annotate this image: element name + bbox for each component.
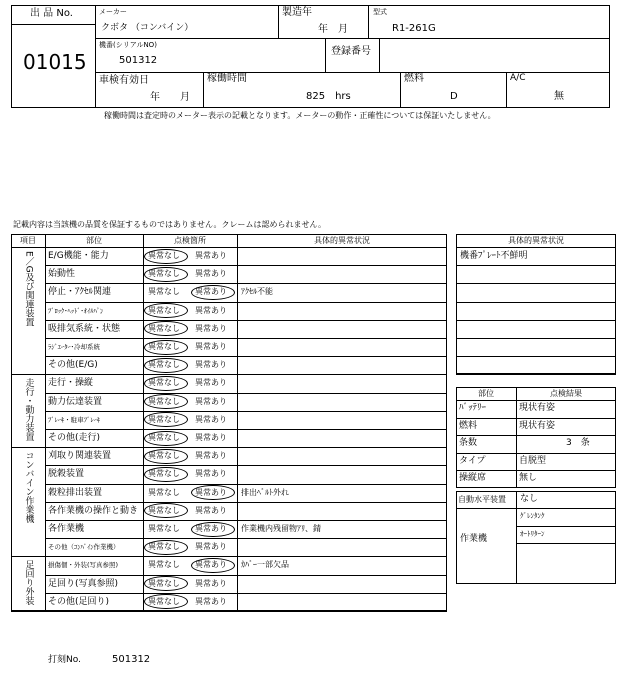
table-row — [45, 429, 447, 447]
table-row — [45, 465, 447, 483]
option-normal[interactable]: 異常なし — [148, 305, 180, 315]
option-normal[interactable]: 異常なし — [148, 396, 180, 406]
inspection-label: 車検有効日 — [99, 75, 149, 86]
option-abnormal[interactable]: 異常あり — [195, 414, 227, 424]
table-row — [45, 393, 447, 411]
year-suffix: 年 月 — [318, 24, 348, 35]
result-label: ﾊﾞｯﾃﾘｰ — [459, 403, 487, 413]
table-row — [45, 356, 447, 374]
result-label: 燃料 — [459, 420, 478, 431]
maker-value: クボタ （コンバイン） — [101, 23, 194, 33]
table-row — [45, 374, 447, 392]
hours-label: 稼働時間 — [207, 73, 247, 84]
option-abnormal[interactable]: 異常あり — [195, 578, 227, 588]
header-check: 点検箇所 — [174, 236, 206, 245]
part-label: その他（ｺﾝﾊﾞｲﾝ作業機） — [48, 543, 120, 552]
ac-label: A/C — [510, 73, 526, 83]
option-abnormal[interactable]: 異常あり — [195, 360, 227, 370]
option-abnormal[interactable]: 異常あり — [195, 287, 227, 297]
stamp-label: 打刻No. — [48, 655, 81, 665]
option-abnormal[interactable]: 異常あり — [195, 542, 227, 552]
work-item: ｵｰﾄﾘﾀｰﾝ — [520, 529, 545, 538]
result-label: タイプ — [459, 455, 486, 466]
option-abnormal[interactable]: 異常あり — [195, 269, 227, 279]
group-label: コンバイン作業機 — [23, 451, 34, 524]
part-label: 吸排気系統・状態 — [48, 323, 121, 334]
part-label: 走行・操縦 — [48, 378, 94, 389]
detail-text: 排出ﾍﾞﾙﾄ外れ — [241, 487, 289, 497]
selection-circle — [191, 285, 235, 300]
option-normal[interactable]: 異常なし — [148, 287, 180, 297]
table-row — [45, 265, 447, 283]
option-abnormal[interactable]: 異常あり — [195, 305, 227, 315]
part-label: その他(走行) — [48, 433, 101, 443]
stamp-value: 501312 — [112, 654, 151, 665]
work-label: 作業機 — [460, 534, 488, 544]
result-value: 無し — [519, 473, 538, 484]
header-detail: 具体的異常状況 — [314, 236, 370, 245]
header-item: 項目 — [20, 236, 36, 245]
selection-circle — [144, 249, 188, 264]
result-value: 3 条 — [566, 438, 590, 449]
hours-value: 825 hrs — [306, 91, 351, 102]
serial-value: 501312 — [119, 55, 158, 66]
selection-circle — [144, 540, 188, 555]
option-normal[interactable]: 異常なし — [148, 596, 180, 606]
lot-number: 01015 — [23, 50, 87, 74]
serial-label: 機番(シリアルNO) — [99, 41, 157, 49]
option-abnormal[interactable]: 異常あり — [195, 505, 227, 515]
part-label: ﾌﾞﾛｯｸ･ﾍｯﾄﾞ･ｵｲﾙﾊﾟﾝ — [48, 306, 104, 315]
option-normal[interactable]: 異常なし — [148, 323, 180, 333]
disclaimer: 記載内容は当該機の品質を保証するものではありません。クレームは認められません。 — [13, 220, 326, 229]
result-value: 現状有姿 — [519, 403, 556, 413]
part-label: ﾌﾞﾚｰｷ・駐車ﾌﾞﾚｰｷ — [48, 415, 100, 424]
reg-label: 登録番号 — [331, 46, 371, 57]
fuel-value: D — [450, 91, 458, 102]
auto-level-label: 自動水平装置 — [458, 495, 506, 504]
model-value: R1-261G — [392, 23, 436, 34]
header-part: 部位 — [86, 236, 102, 245]
auto-level-value: なし — [520, 494, 539, 504]
option-normal[interactable]: 異常なし — [148, 560, 180, 570]
option-normal[interactable]: 異常なし — [148, 360, 180, 370]
part-label: 足回り(写真参照) — [48, 578, 119, 589]
table-row — [45, 302, 447, 320]
option-abnormal[interactable]: 異常あり — [195, 596, 227, 606]
maker-label: メーカー — [99, 8, 127, 16]
part-label: E/G機能・能力 — [48, 251, 109, 261]
part-label: 動力伝達装置 — [48, 396, 103, 407]
selection-circle — [144, 358, 188, 373]
lot-label: 出 品 No. — [30, 8, 73, 19]
group-label: 足回り外装 — [23, 560, 34, 606]
fuel-label: 燃料 — [404, 73, 424, 84]
part-label: 穀粒排出装置 — [48, 487, 103, 498]
option-normal[interactable]: 異常なし — [148, 414, 180, 424]
part-label: 各作業機の操作と動き — [48, 505, 139, 516]
part-label: 始動性 — [48, 269, 76, 280]
work-item: ｸﾞﾚﾝﾀﾝｸ — [520, 512, 545, 520]
option-abnormal[interactable]: 異常あり — [195, 396, 227, 406]
option-normal[interactable]: 異常なし — [148, 524, 180, 533]
option-normal[interactable]: 異常なし — [148, 469, 180, 479]
option-normal[interactable]: 異常なし — [148, 378, 180, 388]
inspection-suffix: 年 月 — [150, 92, 190, 103]
option-abnormal[interactable]: 異常あり — [195, 451, 227, 461]
option-normal[interactable]: 異常なし — [148, 251, 180, 260]
part-label: 刈取り関連装置 — [48, 451, 112, 462]
option-normal[interactable]: 異常なし — [148, 505, 180, 515]
option-normal[interactable]: 異常なし — [148, 433, 180, 442]
selection-circle — [144, 376, 188, 391]
part-label: その他(E/G) — [48, 360, 98, 371]
option-abnormal[interactable]: 異常あり — [195, 323, 227, 333]
option-normal[interactable]: 異常なし — [148, 342, 180, 351]
group-label: 走行・動力装置 — [23, 378, 34, 442]
selection-circle — [144, 449, 188, 464]
selection-circle — [191, 522, 235, 537]
option-normal[interactable]: 異常なし — [148, 451, 180, 461]
option-abnormal[interactable]: 異常あり — [195, 560, 227, 570]
ac-value: 無 — [554, 91, 564, 102]
option-abnormal[interactable]: 異常あり — [195, 251, 227, 260]
selection-circle — [144, 267, 188, 282]
result-value: 自脱型 — [519, 455, 547, 466]
group-label: E／G及び関連装置 — [23, 251, 34, 327]
option-abnormal[interactable]: 異常あり — [195, 378, 227, 388]
selection-circle — [144, 467, 188, 482]
result-label: 操縦席 — [459, 473, 487, 484]
year-label: 製造年 — [282, 7, 312, 18]
option-normal[interactable]: 異常なし — [148, 542, 180, 552]
model-label: 型式 — [373, 8, 387, 16]
hours-note: 稼働時間は査定時のメーター表示の記載となります。メーターの動作・正確性については保証いたしません。 — [104, 111, 496, 120]
detail-text: ｶﾊﾞｰ一部欠品 — [241, 560, 289, 570]
option-normal[interactable]: 異常なし — [148, 269, 180, 279]
part-label: 損傷個・外装(写真参照) — [48, 561, 119, 570]
part-label: 脱穀装置 — [48, 469, 85, 480]
result-label: 条数 — [459, 438, 478, 449]
option-abnormal[interactable]: 異常あり — [195, 342, 227, 351]
result-header-result: 点検結果 — [550, 389, 582, 398]
part-label: ﾗｼﾞｴｰﾀｰ･冷却系統 — [48, 343, 100, 351]
detail-text: ｱｸｾﾙ不能 — [241, 287, 273, 297]
table-row — [45, 411, 447, 429]
result-value: 現状有姿 — [519, 420, 556, 431]
option-abnormal[interactable]: 異常あり — [195, 487, 227, 497]
side-header: 具体的異常状況 — [508, 236, 564, 245]
option-normal[interactable]: 異常なし — [148, 487, 180, 497]
table-row — [45, 338, 447, 356]
selection-circle — [144, 431, 188, 446]
option-normal[interactable]: 異常なし — [148, 578, 180, 588]
option-abnormal[interactable]: 異常あり — [195, 433, 227, 442]
part-label: その他(足回り) — [48, 596, 110, 607]
detail-text: 作業機内残留物ｱﾘ、錆 — [241, 524, 321, 533]
result-header-part: 部位 — [478, 389, 494, 398]
part-label: 停止・ｱｸｾﾙ関連 — [48, 287, 112, 298]
side-row-text: 機番ﾌﾟﾚｰﾄ不鮮明 — [460, 251, 528, 261]
part-label: 各作業機 — [48, 524, 85, 534]
option-abnormal[interactable]: 異常あり — [195, 469, 227, 479]
selection-circle — [144, 340, 188, 355]
option-abnormal[interactable]: 異常あり — [195, 524, 227, 533]
selection-circle — [191, 558, 235, 573]
